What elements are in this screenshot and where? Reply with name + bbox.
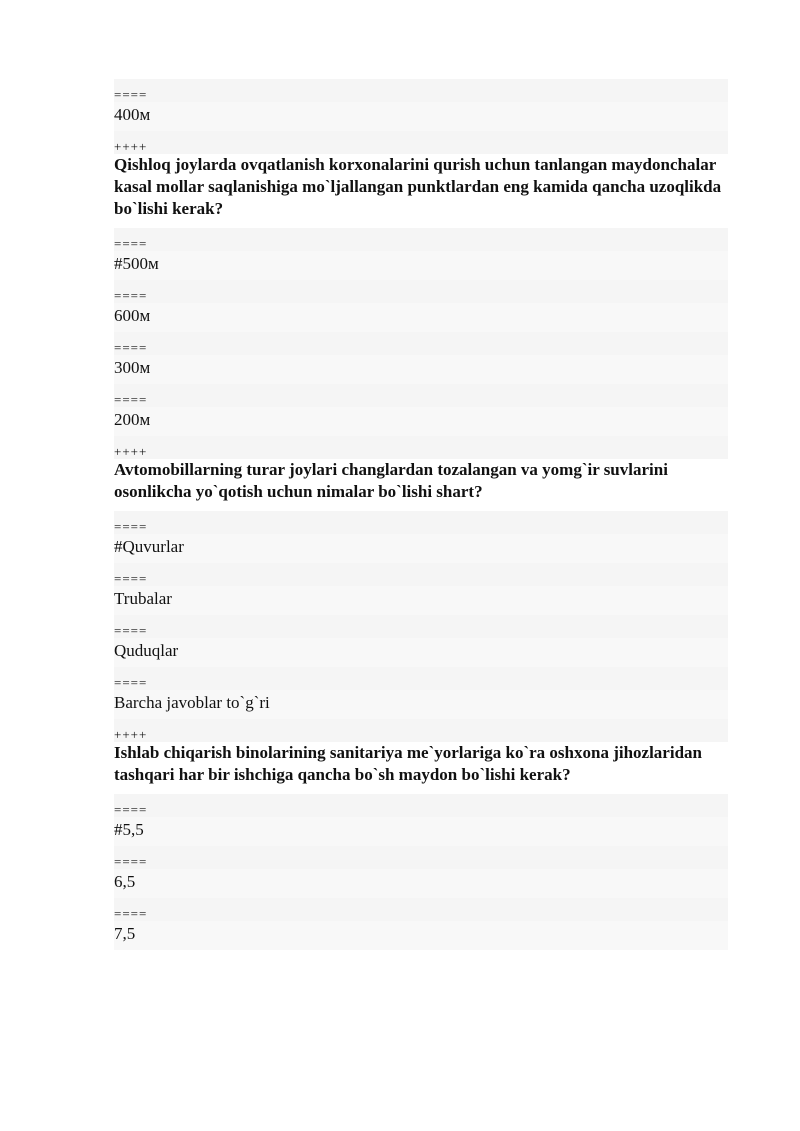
answer-separator: ==== — [114, 846, 728, 869]
answer-separator: ==== — [114, 563, 728, 586]
answer-separator: ==== — [114, 384, 728, 407]
answer-option: 400м — [114, 102, 728, 131]
answer-separator: ==== — [114, 228, 728, 251]
answer-separator: ==== — [114, 332, 728, 355]
answer-separator: ==== — [114, 898, 728, 921]
document-content — [114, 79, 728, 950]
answer-separator: ==== — [114, 79, 728, 102]
answer-option: 600м — [114, 303, 728, 332]
answer-option: 300м — [114, 355, 728, 384]
answer-option: 200м — [114, 407, 728, 436]
answer-option: 7,5 — [114, 921, 728, 950]
question-separator: ++++ — [114, 719, 728, 742]
answer-option: 6,5 — [114, 869, 728, 898]
answer-separator: ==== — [114, 667, 728, 690]
answer-option: Barcha javoblar to`g`ri — [114, 690, 728, 719]
question-text: Ishlab chiqarish binolarining sanitariya me`yorlariga ko`ra oshxona jihozlaridan tashqari har bir ishchiga qancha bo`sh maydon bo`lishi kerak? — [114, 742, 728, 794]
answer-separator: ==== — [114, 511, 728, 534]
answer-option: #Quvurlar — [114, 534, 728, 563]
answer-option: Quduqlar — [114, 638, 728, 667]
answer-option: Trubalar — [114, 586, 728, 615]
question-separator: ++++ — [114, 436, 728, 459]
answer-separator: ==== — [114, 615, 728, 638]
answer-option: #5,5 — [114, 817, 728, 846]
answer-separator: ==== — [114, 280, 728, 303]
answer-separator: ==== — [114, 794, 728, 817]
question-text: Avtomobillarning turar joylari changlardan tozalangan va yomg`ir suvlarini osonlikcha yo`qotish uchun nimalar bo`lishi shart? — [114, 459, 728, 511]
answer-option: #500м — [114, 251, 728, 280]
question-text: Qishloq joylarda ovqatlanish korxonalarini qurish uchun tanlangan maydonchalar kasal mollar saqlanishiga mo`ljallangan punktlardan eng kamida qancha uzoqlikda bo`lishi kerak? — [114, 154, 728, 228]
question-separator: ++++ — [114, 131, 728, 154]
